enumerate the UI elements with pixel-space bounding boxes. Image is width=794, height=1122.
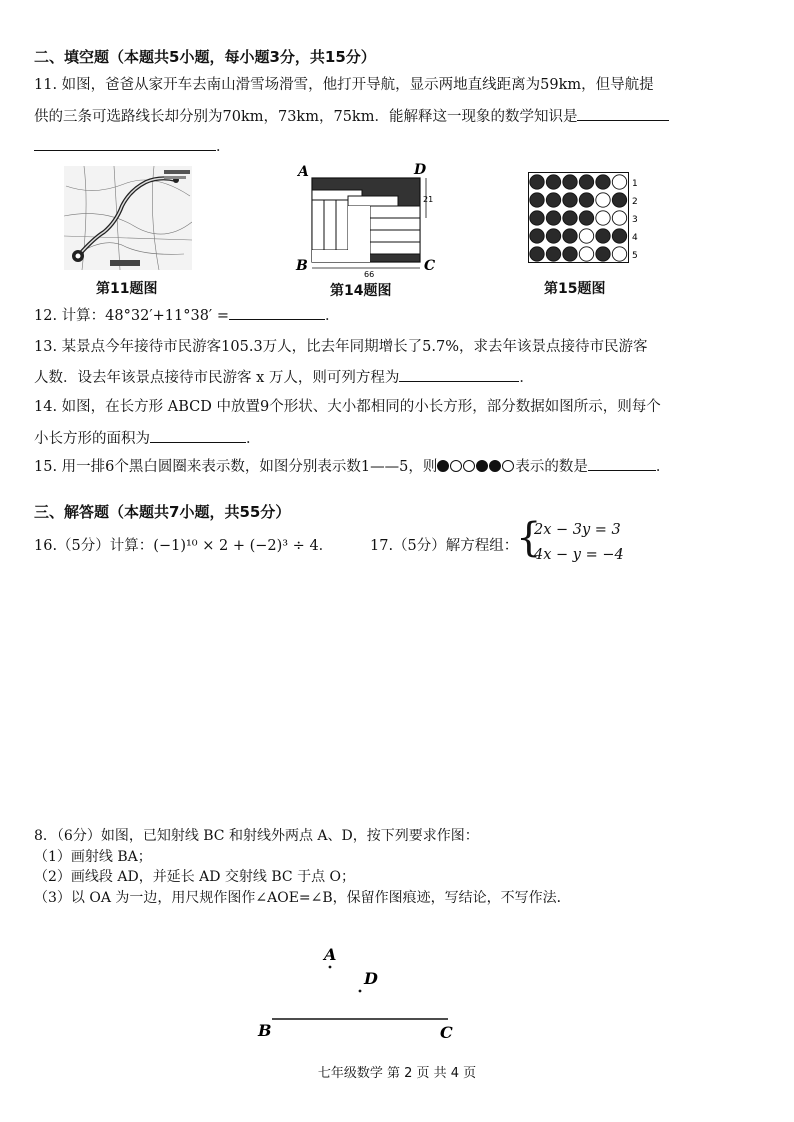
q18-label-c: C xyxy=(440,1023,453,1042)
q18-line1: 8．（6分）如图，已知射线 BC 和射线外两点 A、D，按下列要求作图： xyxy=(34,828,479,844)
q15-text2: 表示的数是 xyxy=(515,459,588,475)
q18-point-a xyxy=(329,966,332,969)
section3-title: 三、解答题（本题共7小题，共55分） xyxy=(34,503,291,521)
q15-circle-1-black xyxy=(437,460,449,472)
fig15-circle-r4-c6 xyxy=(612,229,626,243)
q11-answer-blank-2[interactable] xyxy=(34,136,216,151)
q18-line3: （2）画线段 AD，并延长 AD 交射线 BC 于点 O； xyxy=(34,869,356,885)
fig15-circle-r1-c6 xyxy=(612,175,626,189)
q15-circle-pattern xyxy=(437,459,515,475)
q13-answer-blank[interactable] xyxy=(399,367,519,382)
fig15-circle-r3-c6 xyxy=(612,211,626,225)
fig15-label-4: 4 xyxy=(632,233,638,243)
figure-11-map xyxy=(64,166,192,270)
q17-eq1: 2x − 3y = 3 xyxy=(534,522,621,538)
q15-text: 15. 用一排6个黑白圆圈来表示数，如图分别表示数1——5，则 xyxy=(34,459,438,475)
fig14-label-c: C xyxy=(424,258,436,274)
q15-circle-6-white xyxy=(502,460,514,472)
q16-expression: (−1)¹⁰ × 2 + (−2)³ ÷ 4． xyxy=(153,538,334,554)
q13-line2-text: 人数．设去年该景点接待市民游客 x 万人，则可列方程为 xyxy=(34,370,400,386)
fig15-label-2: 2 xyxy=(632,197,638,207)
fig15-circle-r3-c1 xyxy=(530,211,544,225)
q14-line2 xyxy=(34,428,261,449)
q18-label-a: A xyxy=(324,945,337,964)
q18-label-d: D xyxy=(364,969,378,988)
q15-circle-5-black xyxy=(489,460,501,472)
fig14-dim-21: 21 xyxy=(423,195,434,204)
q15-answer-blank[interactable] xyxy=(588,456,656,471)
q13-line2 xyxy=(34,367,534,388)
page-footer: 七年级数学 第 2 页 共 4 页 xyxy=(317,1066,477,1081)
q12-text: 12. 计算：48°32′+11°38′ = xyxy=(34,308,229,324)
caption-fig15: 第15题图 xyxy=(544,281,606,297)
q17-end: ． xyxy=(618,541,633,557)
q18-label-b: B xyxy=(258,1021,272,1040)
q13-end: ． xyxy=(519,370,534,386)
fig14-dim-66: 66 xyxy=(364,270,375,279)
fig15-circle-r5-c4 xyxy=(579,247,593,261)
q13-line1: 13. 某景点今年接待市民游客105.3万人，比去年同期增长了5.7%，求去年该景点接待市民游客 xyxy=(34,339,648,355)
q17-eq2: 4x − y = −4 xyxy=(534,547,624,563)
q16 xyxy=(34,536,333,556)
fig15-circle-r1-c4 xyxy=(579,175,593,189)
fig15-label-5: 5 xyxy=(632,251,638,261)
q18-line2: （1）画射线 BA； xyxy=(34,849,152,865)
q11-line1: 11. 如图，爸爸从家开车去南山滑雪场滑雪，他打开导航，显示两地直线距离为59km，但导航提 xyxy=(34,77,654,93)
q11-line2 xyxy=(34,106,669,127)
fig15-label-3: 3 xyxy=(632,215,638,225)
fig15-circle-r2-c5 xyxy=(596,193,610,207)
q18-line4: （3）以 OA 为一边，用尺规作图作∠AOE=∠B，保留作图痕迹，写结论，不写作法． xyxy=(34,890,571,906)
q17-brace: { xyxy=(516,515,542,561)
q15-circle-3-white xyxy=(463,460,475,472)
q15 xyxy=(34,456,670,477)
fig14-label-d: D xyxy=(414,162,427,178)
fig15-circle-r3-c5 xyxy=(596,211,610,225)
fig15-circle-r3-c3 xyxy=(563,211,577,225)
figure-15 xyxy=(528,172,644,264)
q15-circle-2-white xyxy=(450,460,462,472)
fig15-circle-r3-c2 xyxy=(546,211,560,225)
q15-circle-4-black xyxy=(476,460,488,472)
q14-line1: 14. 如图，在长方形 ABCD 中放置9个形状、大小都相同的小长方形，部分数据如图所示，则每个 xyxy=(34,399,661,415)
fig15-circle-r4-c5 xyxy=(596,229,610,243)
q17-label: 17.（5分）解方程组： xyxy=(370,538,519,554)
fig15-label-1: 1 xyxy=(632,179,638,189)
q11-end: ． xyxy=(216,139,231,155)
fig15-circle-r2-c4 xyxy=(579,193,593,207)
fig15-circle-r1-c5 xyxy=(596,175,610,189)
q12-answer-blank[interactable] xyxy=(229,305,325,320)
fig15-circle-r1-c2 xyxy=(546,175,560,189)
fig15-circle-r2-c1 xyxy=(530,193,544,207)
fig15-circle-r5-c3 xyxy=(563,247,577,261)
fig15-circle-r4-c2 xyxy=(546,229,560,243)
q18-point-d xyxy=(359,990,362,993)
fig15-circle-r3-c4 xyxy=(579,211,593,225)
section2-title: 二、填空题（本题共5小题，每小题3分，共15分） xyxy=(34,48,376,66)
q11-answer-blank[interactable] xyxy=(577,106,669,121)
fig15-circle-r2-c6 xyxy=(612,193,626,207)
q11-line2-text: 供的三条可选路线长却分别为70km，73km，75km．能解释这一现象的数学知识是 xyxy=(34,109,578,125)
caption-fig11: 第11题图 xyxy=(96,281,158,297)
q12-end: ． xyxy=(324,308,340,324)
fig15-circle-r4-c4 xyxy=(579,229,593,243)
fig15-circle-r2-c2 xyxy=(546,193,560,207)
fig15-circle-r1-c1 xyxy=(530,175,544,189)
caption-fig14: 第14题图 xyxy=(330,283,392,299)
fig15-circle-r5-c1 xyxy=(530,247,544,261)
q11-line3 xyxy=(34,136,231,157)
fig14-label-a: A xyxy=(298,164,309,180)
q16-label: 16.（5分）计算： xyxy=(34,538,154,554)
q14-line2-text: 小长方形的面积为 xyxy=(34,431,150,447)
fig15-circle-r4-c1 xyxy=(530,229,544,243)
q12 xyxy=(34,305,339,326)
fig14-label-b: B xyxy=(296,258,308,274)
q15-end: ． xyxy=(655,459,671,475)
fig15-circle-r5-c6 xyxy=(612,247,626,261)
q14-end: ． xyxy=(246,431,261,447)
fig15-circle-r1-c3 xyxy=(563,175,577,189)
fig15-circle-r5-c2 xyxy=(546,247,560,261)
q18-figure xyxy=(250,940,470,1050)
q14-answer-blank[interactable] xyxy=(150,428,246,443)
fig15-circle-r5-c5 xyxy=(596,247,610,261)
fig15-circle-r2-c3 xyxy=(563,193,577,207)
figure-14 xyxy=(292,160,442,280)
fig15-circle-r4-c3 xyxy=(563,229,577,243)
